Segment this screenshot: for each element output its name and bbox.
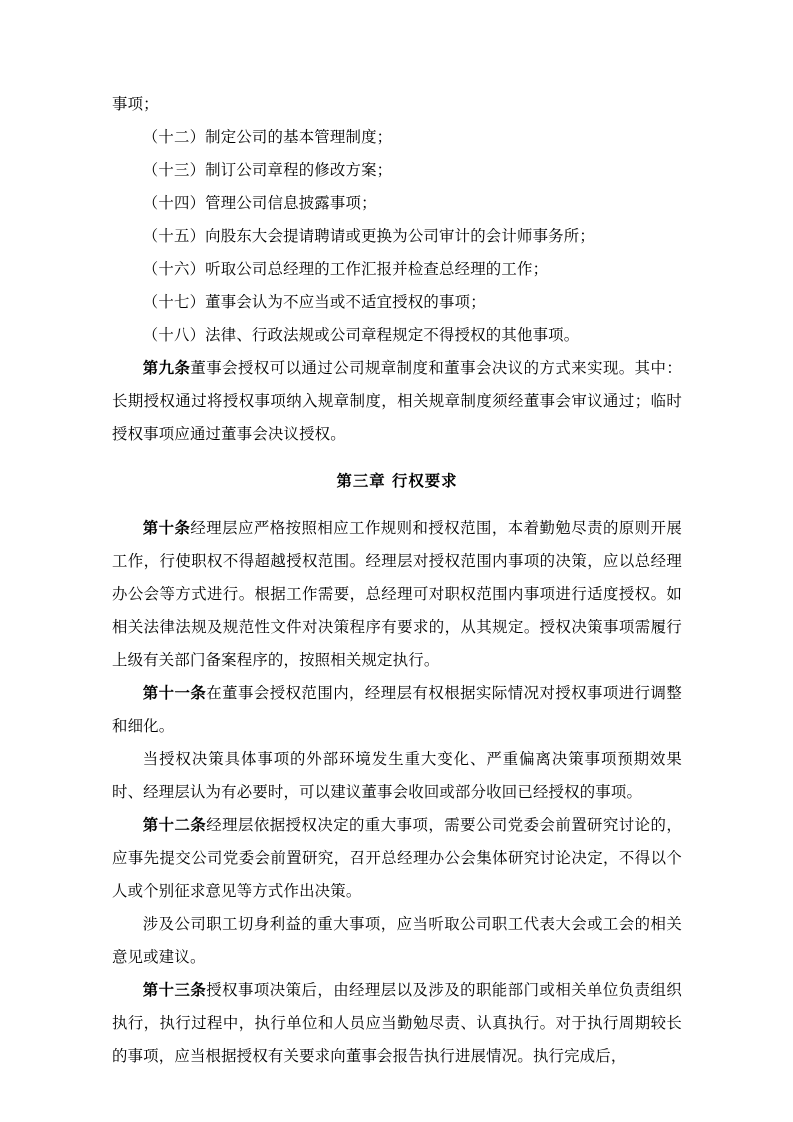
list-item: （十二）制定公司的基本管理制度； — [142, 128, 393, 146]
article-text: 在董事会授权范围内，经理层有权根据实际情况对授权事项进行调整和细化。 — [112, 684, 682, 735]
heading-spacer-bottom — [112, 498, 682, 512]
article-label: 第十三条 — [142, 981, 207, 999]
article-label: 第十条 — [142, 519, 191, 537]
article-text: 授权事项决策后，由经理层以及涉及的职能部门或相关单位负责组织执行，执行过程中，执行单位和人员应当勤勉尽责、认真执行。对于执行周期较长的事项，应当根据授权有关要求向董事会报告执行进展情况。执行完成后， — [112, 981, 682, 1065]
heading-spacer — [112, 451, 682, 465]
list-item: （十三）制订公司章程的修改方案； — [142, 161, 393, 179]
paragraph-continuation: 事项； — [112, 95, 159, 113]
article-paragraph — [112, 677, 682, 743]
list-item: （十七）董事会认为不应当或不适宜授权的事项； — [142, 293, 486, 311]
article-paragraph — [112, 974, 682, 1073]
article-text: 经理层应严格按照相应工作规则和授权范围，本着勤勉尽责的原则开展工作，行使职权不得超越授权范围。经理层对授权范围内事项的决策，应以总经理办公会等方式进行。根据工作需要，总经理可对职权范围内事项进行适度授权。如相关法律法规及规范性文件对决策程序有要求的，从其规定。授权决策事项需履行上级有关部门备案程序的，按照相关规定执行。 — [112, 519, 682, 669]
paragraph: 涉及公司职工切身利益的重大事项，应当听取公司职工代表大会或工会的相关意见或建议。 — [112, 915, 682, 966]
list-item: （十六）听取公司总经理的工作汇报并检查总经理的工作； — [142, 260, 549, 278]
document-body — [112, 88, 682, 1073]
article-paragraph — [112, 352, 682, 451]
paragraph: 当授权决策具体事项的外部环境发生重大变化、严重偏离决策事项预期效果时、经理层认为有必要时，可以建议董事会收回或部分收回已经授权的事项。 — [112, 750, 682, 801]
article-text: 经理层依据授权决定的重大事项，需要公司党委会前置研究讨论的，应事先提交公司党委会前置研究，召开总经理办公会集体研究讨论决定，不得以个人或个别征求意见等方式作出决策。 — [112, 816, 682, 900]
list-item: （十四）管理公司信息披露事项； — [142, 194, 377, 212]
article-label: 第九条 — [142, 359, 191, 377]
article-label: 第十二条 — [142, 816, 207, 834]
article-label: 第十一条 — [142, 684, 207, 702]
article-paragraph — [112, 809, 682, 908]
chapter-heading: 第三章 行权要求 — [336, 472, 458, 490]
list-item: （十五）向股东大会提请聘请或更换为公司审计的会计师事务所； — [142, 227, 595, 245]
list-item: （十八）法律、行政法规或公司章程规定不得授权的其他事项。 — [142, 326, 580, 344]
article-paragraph — [112, 512, 682, 677]
article-text: 董事会授权可以通过公司规章制度和董事会决议的方式来实现。其中：长期授权通过将授权事项纳入规章制度，相关规章制度须经董事会审议通过；临时授权事项应通过董事会决议授权。 — [112, 359, 682, 443]
